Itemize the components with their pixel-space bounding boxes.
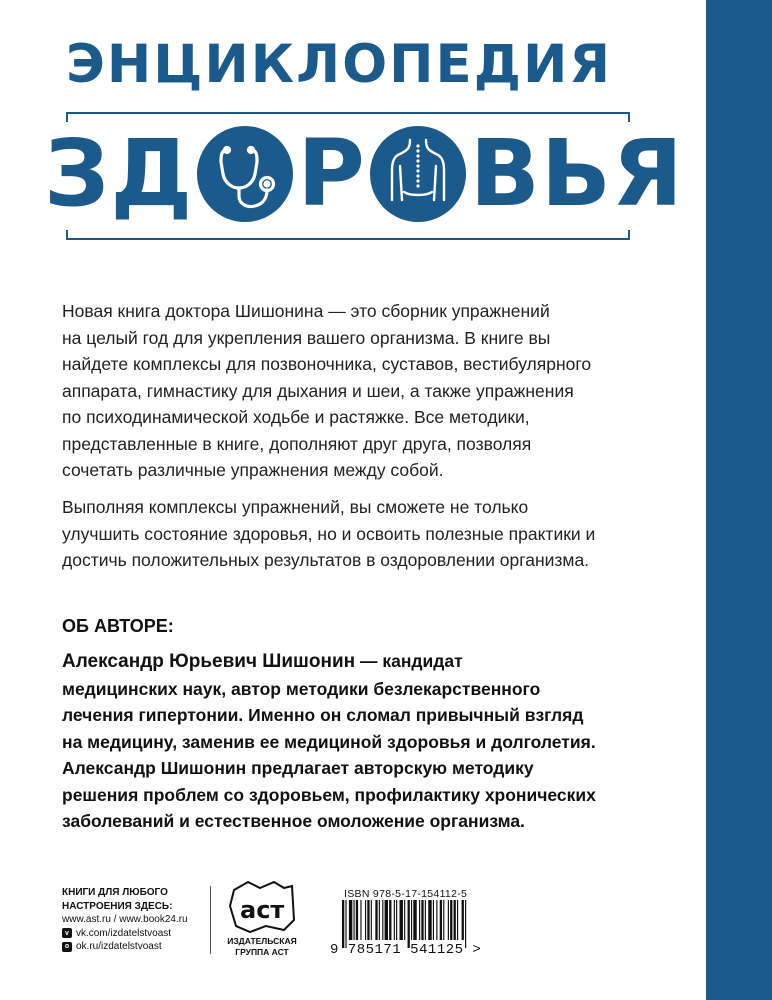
barcode-bar	[396, 900, 397, 940]
publisher-caption	[224, 936, 300, 957]
publisher-caption-line: ГРУППА АСТ	[235, 946, 289, 957]
human-torso-spine-icon	[370, 126, 466, 222]
text-line: улучшить состояние здоровья, но и освоить полезные практики и	[62, 523, 596, 544]
description-paragraph-2	[62, 494, 682, 574]
barcode-bar	[425, 900, 426, 940]
barcode-bar	[400, 900, 403, 940]
text-line: Выполняя комплексы упражнений, вы сможете не только	[62, 497, 529, 517]
barcode-bar	[408, 900, 410, 948]
vk-icon: v	[62, 928, 72, 938]
title-segment-vya: ВЬЯ	[469, 120, 684, 227]
barcode-bar	[394, 900, 395, 940]
barcode-bar	[342, 900, 344, 948]
barcode-bar	[365, 900, 366, 940]
text-line: Александр Шишонин предлагает авторскую методику	[62, 758, 534, 778]
barcode-bar	[345, 900, 346, 948]
barcode-bar	[413, 900, 416, 940]
barcode-digits: 9 785171 541125 >	[330, 942, 482, 958]
text-line: по психодинамической ходьбе и растяжке. Все методики,	[62, 407, 530, 427]
text-line: представленные в книге, дополняют друг друга, позволяя	[62, 433, 532, 454]
barcode-bar	[436, 900, 437, 940]
text-line: решения проблем со здоровьем, профилактику хронических	[62, 784, 596, 805]
barcode-bar	[457, 900, 458, 940]
websites-link[interactable]: www.ast.ru / www.book24.ru	[62, 914, 188, 925]
barcode-bar	[419, 900, 420, 940]
title-segment-r: Р	[297, 120, 366, 227]
barcode-bar	[404, 900, 405, 940]
barcode-bar	[354, 900, 355, 940]
stethoscope-icon	[197, 126, 293, 222]
author-heading: ОБ АВТОРЕ:	[62, 616, 174, 636]
barcode-bar	[360, 900, 361, 940]
text-line: найдете комплексы для позвоночника, суставов, вестибулярного	[62, 354, 592, 374]
publisher-caption-line: ИЗДАТЕЛЬСКАЯ	[227, 936, 297, 946]
barcode-bar	[367, 900, 369, 940]
text-line: достичь положительных результатов в оздоровлении организма.	[62, 550, 590, 570]
footer-contacts	[62, 886, 222, 954]
author-name: Александр Юрьевич Шишонин	[62, 651, 356, 672]
cover-title-line2	[44, 122, 684, 226]
text-line: аппарата, гимнастику для дыхания и шеи, а также упражнения	[62, 380, 574, 401]
ast-logo-text: аст	[240, 896, 285, 924]
barcode-bar	[371, 900, 372, 940]
barcode-bar	[375, 900, 377, 940]
barcode-bar	[433, 900, 434, 940]
isbn-label: ISBN 978-5-17-154112-5	[344, 888, 468, 900]
text-line: Новая книга доктора Шишонина — это сборник упражнений	[62, 301, 550, 321]
publisher-logo	[224, 880, 304, 960]
barcode-bar	[428, 900, 431, 940]
barcode-bar	[385, 900, 388, 940]
ast-logo-icon	[226, 880, 298, 934]
vk-link-row[interactable]	[62, 927, 222, 941]
barcode-bar	[443, 900, 444, 940]
barcode-bar	[448, 900, 449, 940]
text-line: на медицину, заменив ее медициной здоровья и долголетия.	[62, 731, 596, 752]
barcode-bar	[462, 900, 464, 940]
barcode-bar	[382, 900, 383, 940]
author-bio	[62, 648, 682, 835]
barcode-bar	[379, 900, 380, 940]
slogan-line: КНИГИ ДЛЯ ЛЮБОГО	[62, 887, 168, 898]
ok-link-row[interactable]	[62, 940, 222, 954]
barcode-bar	[440, 900, 442, 940]
description-paragraph-1	[62, 298, 682, 484]
title-segment-zd: ЗД	[44, 120, 194, 227]
barcode-bar	[421, 900, 423, 940]
barcode-bar	[411, 900, 412, 940]
barcode-bar	[465, 900, 466, 948]
footer-divider	[210, 886, 211, 954]
barcode-bar	[454, 900, 456, 940]
ok-icon: o	[62, 942, 72, 952]
text-line: лечения гипертонии. Именно он сломал привычный взгляд	[62, 705, 584, 725]
slogan-line: НАСТРОЕНИЯ ЗДЕСЬ:	[62, 900, 173, 912]
ok-link[interactable]: ok.ru/izdatelstvoast	[76, 941, 162, 952]
barcode-bar	[349, 900, 352, 940]
cover-title-line1: ЭНЦИКЛОПЕДИЯ	[66, 34, 613, 95]
text-line: заболеваний и естественное омоложение организма.	[62, 811, 525, 831]
text-line: медицинских наук, автор методики безлекарственного	[62, 678, 541, 699]
barcode-bar	[356, 900, 358, 940]
spine-color-bar	[706, 0, 772, 1000]
author-bio-first-line	[62, 648, 682, 676]
barcode-bar	[389, 900, 391, 940]
text-line: на целый год для укрепления вашего организма. В книге вы	[62, 327, 551, 348]
barcode-bar	[450, 900, 452, 940]
text-line: сочетать различные упражнения между собой.	[62, 460, 444, 480]
vk-link[interactable]: vk.com/izdatelstvoast	[76, 927, 172, 939]
author-title: — кандидат	[355, 651, 463, 671]
